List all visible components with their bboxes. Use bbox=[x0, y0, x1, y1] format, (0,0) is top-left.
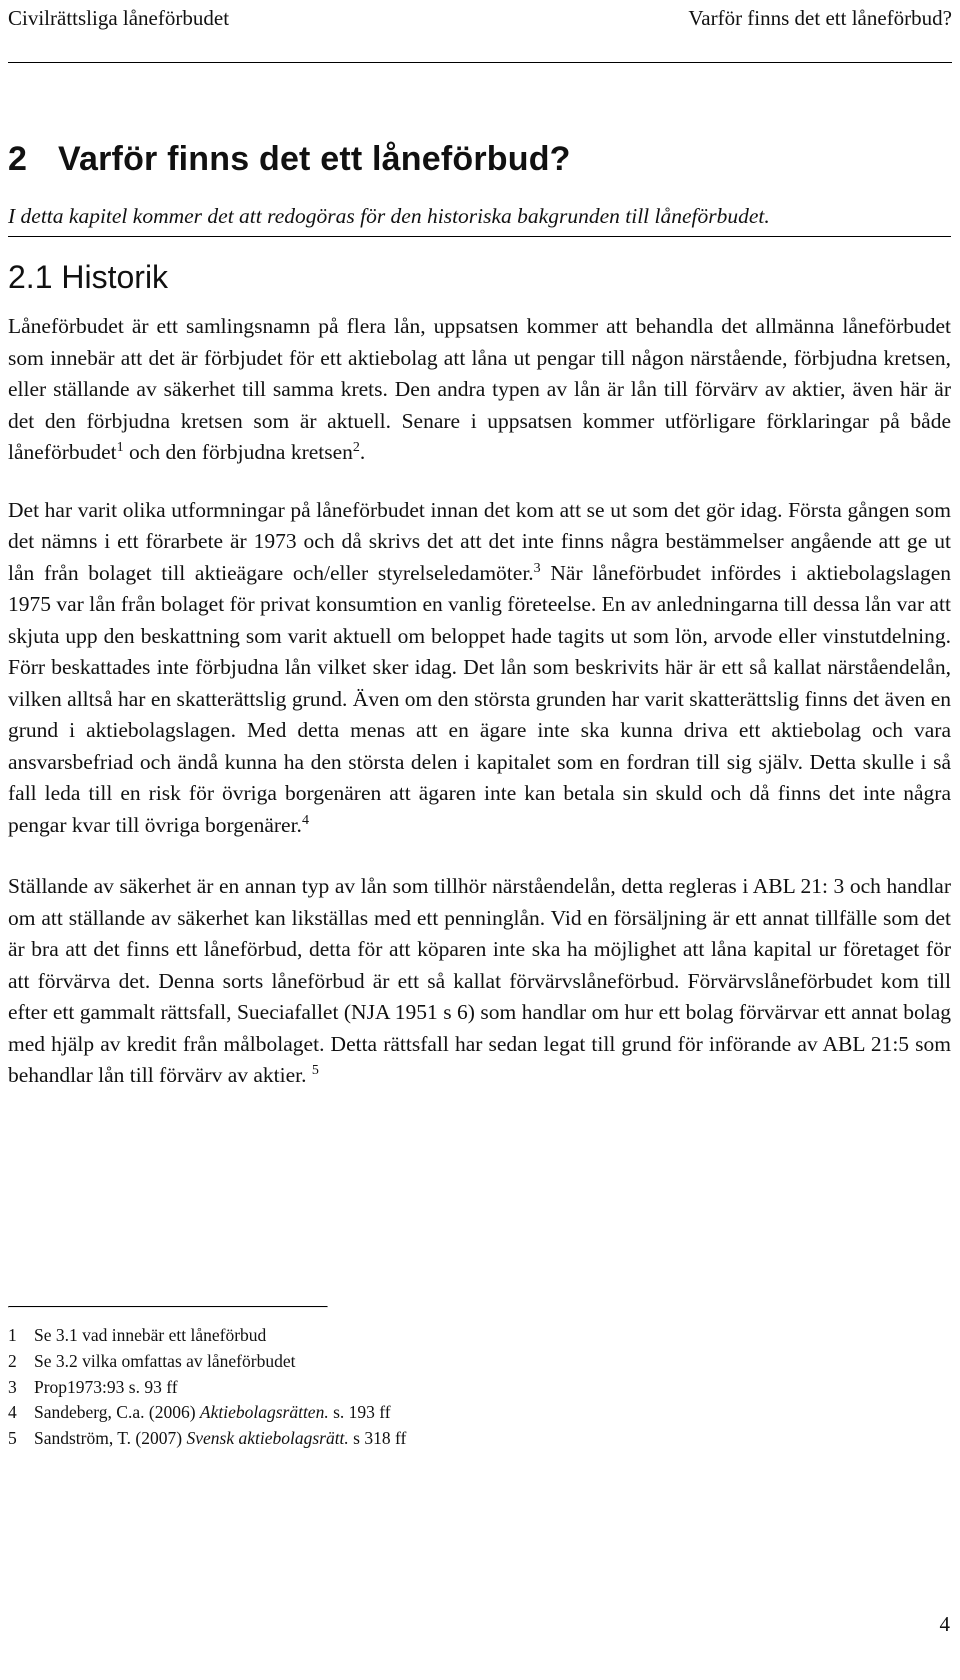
page-number: 4 bbox=[939, 1612, 950, 1636]
running-header bbox=[8, 4, 952, 63]
chapter-intro: I detta kapitel kommer det att redogöras för den historiska bakgrunden till låneförbudet. bbox=[8, 202, 951, 237]
header-chapter-title: Varför finns det ett låneförbud? bbox=[688, 6, 952, 30]
footnote-number: 5 bbox=[8, 1428, 17, 1449]
footnote-book-title: Aktiebolagsrätten. bbox=[199, 1402, 329, 1423]
paragraph-3 bbox=[8, 871, 951, 1092]
chapter-number: 2 bbox=[8, 140, 28, 178]
paragraph-text: Ställande av säkerhet är en annan typ av lån som tillhör närståendelån, detta regleras i ABL 21: 3 och handlar om att ställande av säkerhet kan likställas med ett penninglån. Vid en försäljning är ett annat tillfälle som det är bra att det finns ett låneförbud, detta för att köparen inte ska ha möjlighet att låna kapital ur företaget för att förvärva det. Denna sorts låneförbud är ett så kallat förvärvslåneförbud. Förvärvslåneförbudet kom till efter ett gammalt rättsfall, Sueciafallet (NJA 1951 s 6) som handlar om hur ett bolag förvärvar ett annat bolag med hjälp av kredit från målbolaget. Detta rättsfall har sedan legat till grund för införande av ABL 21:5 som behandlar lån till förvärv av aktier. bbox=[8, 874, 951, 1087]
footnote-number: 2 bbox=[8, 1350, 17, 1371]
footnote-ref-1[interactable]: 1 bbox=[116, 439, 124, 455]
paragraph-1 bbox=[8, 311, 951, 469]
footnote-number: 4 bbox=[8, 1402, 17, 1423]
footnote-book-title: Svensk aktiebolagsrätt. bbox=[186, 1428, 349, 1449]
chapter-title bbox=[8, 138, 951, 180]
footnote-number: 1 bbox=[8, 1325, 17, 1345]
paragraph-text: När låneförbudet infördes i aktiebolagslagen 1975 var lån från bolaget för privat konsumtion en vanlig företeelse. En av anledningarna till dessa lån var att skjuta upp den beskattning som varit aktuell om beloppet hade tagits ut som lön, arvode eller vinstutdelning. Förr beskattades inte förbjudna lån vilket sker idag. Det lån som beskrivits här är ett så kallat närståendelån, vilken alltså har en skatterättslig grund. Även om den största grunden har varit skatterättslig finns det även en grund i aktiebolagslagen. Med detta menas att en ägare inte ska kunna driva ett aktiebolag och vara ansvarsbefriad och ändå kunna ha den största delen i kapitalet som en fordran till sig själv. Detta skulle i så fall leda till en risk för övriga borgenären att ägaren inte kan betala sin skuld och då finns det inte några pengar kvar till övriga borgenärer. bbox=[8, 560, 951, 837]
footnote-text: Sandström, T. (2007) bbox=[34, 1428, 187, 1449]
footnote-text: Prop1973:93 s. 93 ff bbox=[34, 1376, 178, 1397]
footnote-page-ref: s. 193 ff bbox=[328, 1402, 391, 1423]
paragraph-text: . bbox=[359, 440, 366, 464]
chapter-title-text: Varför finns det ett låneförbud? bbox=[58, 140, 571, 178]
footnote-1 bbox=[8, 1323, 406, 1349]
page-body bbox=[8, 138, 951, 1092]
header-document-title: Civilrättsliga låneförbudet bbox=[8, 6, 230, 30]
footnote-5 bbox=[8, 1426, 406, 1452]
footnote-number: 3 bbox=[8, 1376, 17, 1397]
footnote-ref-4[interactable]: 4 bbox=[301, 812, 309, 828]
footnote-separator bbox=[8, 1306, 328, 1308]
paragraph-2 bbox=[8, 495, 951, 842]
footnote-ref-5[interactable]: 5 bbox=[311, 1062, 319, 1078]
paragraph-text: och den förbjudna kretsen bbox=[123, 440, 353, 464]
footnote-text: Se 3.1 vad innebär ett låneförbud bbox=[34, 1325, 267, 1345]
footnote-text: Sandeberg, C.a. (2006) bbox=[34, 1402, 200, 1423]
paragraph-text: Det har varit olika utformningar på låneförbudet innan det kom att se ut som det gör idag. Första gången som det nämns i ett förarbete är 1973 och då skrivs det att det inte finns några bestämmelser angående att ge ut lån från bolaget till aktieägare och/eller styrelseledamöter. bbox=[8, 497, 951, 585]
footnote-ref-2[interactable]: 2 bbox=[352, 439, 360, 455]
footnote-text: Se 3.2 vilka omfattas av låneförbudet bbox=[34, 1350, 296, 1371]
footnotes bbox=[8, 1323, 406, 1452]
footnote-4 bbox=[8, 1400, 406, 1426]
section-heading: 2.1 Historik bbox=[8, 259, 169, 295]
footnote-2 bbox=[8, 1349, 406, 1375]
footnote-ref-3[interactable]: 3 bbox=[533, 560, 541, 576]
paragraph-text: Låneförbudet är ett samlingsnamn på flera lån, uppsatsen kommer att behandla det allmänna låneförbudet som innebär att det är förbjudet för ett aktiebolag att låna ut pengar till någon närstående, förbjudna kretsen, eller ställande av säkerhet till samma krets. Den andra typen av lån är lån till förvärv av aktier, även här är det den förbjudna kretsen som är aktuell. Senare i uppsatsen kommer utförligare förklaringar på både låneförbudet bbox=[8, 314, 951, 464]
footnote-3 bbox=[8, 1375, 406, 1401]
footnote-page-ref: s 318 ff bbox=[348, 1428, 407, 1449]
